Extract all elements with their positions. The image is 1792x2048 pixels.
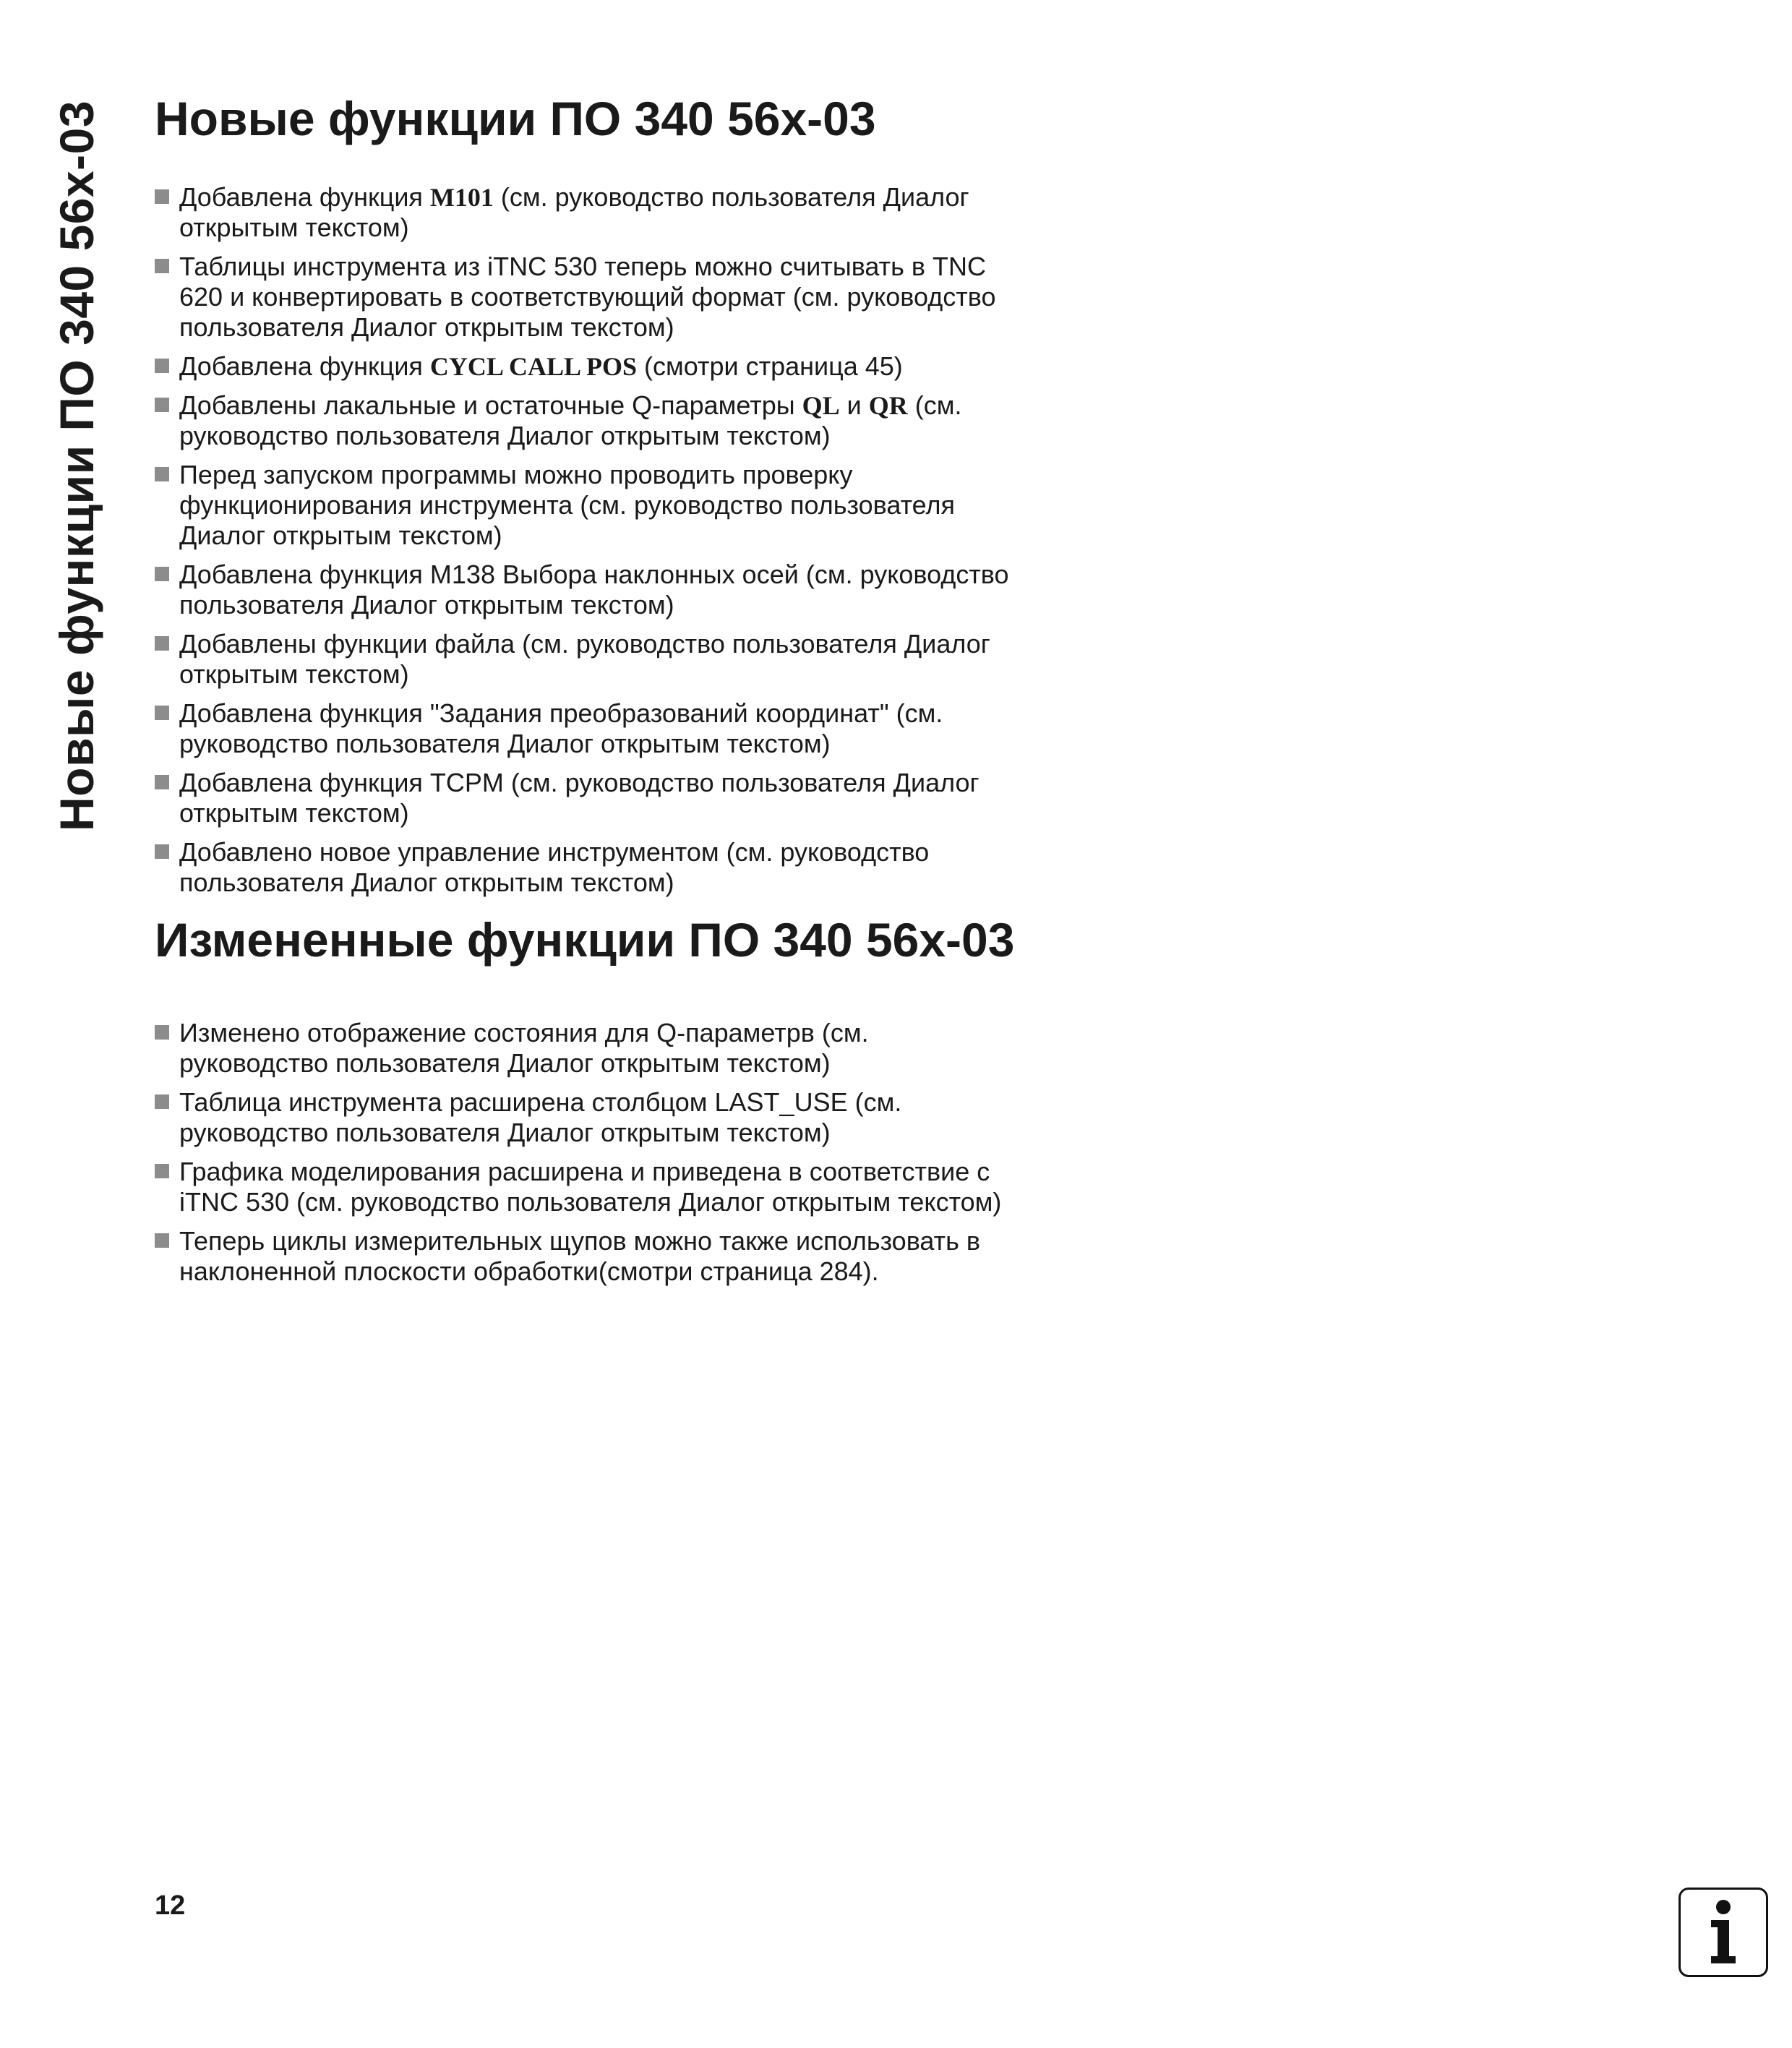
list-item: Таблицы инструмента из iTNC 530 теперь можно считывать в TNC 620 и конвертировать в соответствующий формат (см. руководство пользователя Диалог открытым текстом)	[155, 252, 1022, 343]
section-title-changed-functions: Измененные функции ПО 340 56x-03	[155, 913, 1015, 967]
list-item: Добавлена функция M101 (см. руководство пользователя Диалог открытым текстом)	[155, 182, 1022, 243]
section-title-new-functions: Новые функции ПО 340 56x-03	[155, 92, 876, 145]
side-section-title: Новые функции ПО 340 56x-03	[50, 100, 103, 831]
changed-functions-list	[155, 1018, 1022, 1287]
list-item: Таблица инструмента расширена столбцом LAST_USE (см. руководство пользователя Диалог открытым текстом)	[155, 1087, 1022, 1148]
list-item: Добавлена функция TCPM (см. руководство пользователя Диалог открытым текстом)	[155, 768, 1022, 828]
list-item: Графика моделирования расширена и приведена в соответствие с iTNC 530 (см. руководство пользователя Диалог открытым текстом)	[155, 1157, 1022, 1217]
list-item: Добавлены лакальные и остаточные Q-параметры QL и QR (см. руководство пользователя Диалог открытым текстом)	[155, 390, 1022, 451]
list-item: Теперь циклы измерительных щупов можно также использовать в наклоненной плоскости обработки(смотри страница 284).	[155, 1226, 1022, 1287]
main-content	[155, 85, 1022, 1295]
list-item: Добавлено новое управление инструментом (см. руководство пользователя Диалог открытым текстом)	[155, 837, 1022, 898]
list-item: Добавлена функция M138 Выбора наклонных осей (см. руководство пользователя Диалог открытым текстом)	[155, 560, 1022, 620]
list-item: Добавлены функции файла (см. руководство пользователя Диалог открытым текстом)	[155, 629, 1022, 690]
new-functions-list	[155, 182, 1022, 898]
info-icon	[1679, 1888, 1768, 1977]
list-item: Добавлена функция CYCL CALL POS (смотри страница 45)	[155, 351, 1022, 382]
list-item: Изменено отображение состояния для Q-параметрв (см. руководство пользователя Диалог открытым текстом)	[155, 1018, 1022, 1079]
list-item: Добавлена функция "Задания преобразований координат" (см. руководство пользователя Диалог открытым текстом)	[155, 698, 1022, 759]
list-item: Перед запуском программы можно проводить проверку функционирования инструмента (см. руководство пользователя Диалог открытым текстом)	[155, 460, 1022, 551]
page-number: 12	[155, 1890, 186, 1921]
